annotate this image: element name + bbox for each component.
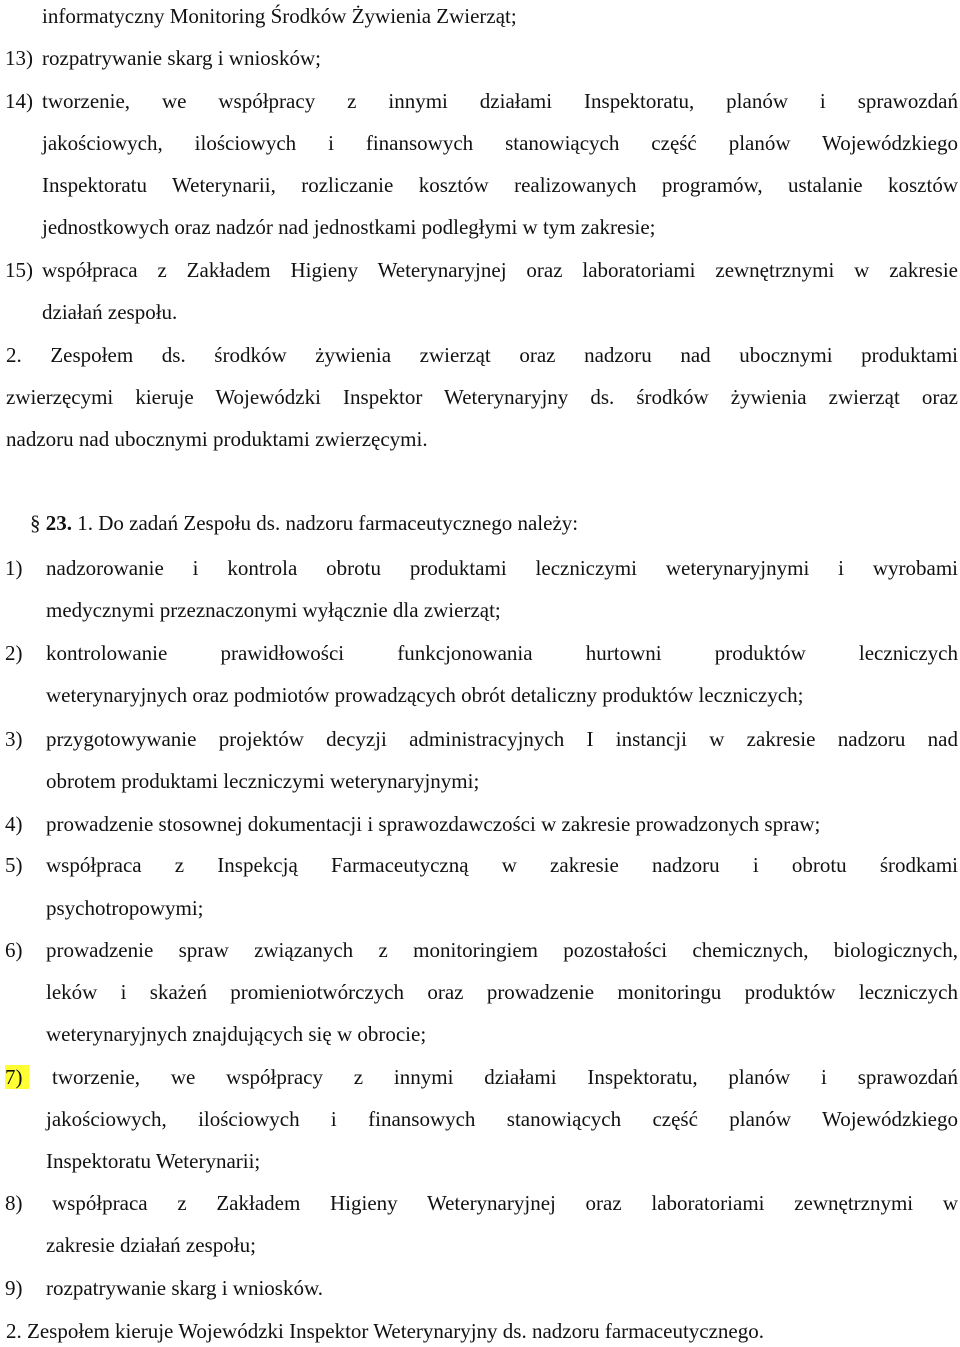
item-number: 13): [5, 46, 33, 70]
section-heading: [30, 513, 578, 534]
paragraph-line: nadzoru nad ubocznymi produktami zwierzęcymi.: [6, 427, 428, 451]
item-text: nadzorowanie i kontrola obrotu produktami leczniczymi weterynaryjnymi i wyrobami: [46, 556, 958, 580]
section-mark: §: [30, 511, 41, 535]
item-text: medycznymi przeznaczonymi wyłącznie dla zwierząt;: [46, 598, 501, 622]
item-text: obrotem produktami leczniczymi weterynaryjnymi;: [46, 769, 480, 793]
item-number: 9): [5, 1276, 23, 1300]
item-number: 15): [5, 258, 33, 282]
section-number: 23.: [45, 511, 72, 535]
item-text: tworzenie, we współpracy z innymi działami Inspektoratu, planów i sprawozdań: [42, 89, 958, 113]
item-text: rozpatrywanie skarg i wniosków.: [46, 1276, 324, 1300]
item-text: prowadzenie stosownej dokumentacji i sprawozdawczości w zakresie prowadzonych spraw;: [46, 812, 821, 836]
item-number: 14): [5, 89, 33, 113]
item-text: psychotropowymi;: [46, 896, 204, 920]
item-text: działań zespołu.: [42, 300, 178, 324]
item-number: 1): [5, 556, 23, 580]
item-number: 3): [5, 727, 23, 751]
item-text: weterynaryjnych oraz podmiotów prowadzących obrót detaliczny produktów leczniczych;: [46, 683, 804, 707]
item-text: kontrolowanie prawidłowości funkcjonowania hurtowni produktów leczniczych: [46, 641, 958, 665]
item-text: rozpatrywanie skarg i wniosków;: [42, 46, 321, 70]
item-text: Inspektoratu Weterynarii, rozliczanie kosztów realizowanych programów, ustalanie kosztów: [42, 173, 958, 197]
section-intro: 1. Do zadań Zespołu ds. nadzoru farmaceutycznego należy:: [77, 511, 579, 535]
item-number-highlighted: [5, 1067, 29, 1088]
item-text: współpraca z Zakładem Higieny Weterynaryjnej oraz laboratoriami zewnętrznymi w: [52, 1191, 958, 1215]
item-text: przygotowywanie projektów decyzji administracyjnych I instancji w zakresie nadzoru nad: [46, 727, 958, 751]
item-text: współpraca z Inspekcją Farmaceutyczną w zakresie nadzoru i obrotu środkami: [46, 853, 958, 877]
item-text: leków i skażeń promieniotwórczych oraz prowadzenie monitoringu produktów leczniczych: [46, 980, 958, 1004]
item-text: Inspektoratu Weterynarii;: [46, 1149, 261, 1173]
paragraph-line: zwierzęcymi kieruje Wojewódzki Inspektor Weterynaryjny ds. środków żywienia zwierząt oraz: [6, 385, 958, 409]
item-text: jakościowych, ilościowych i finansowych stanowiących część planów Wojewódzkiego: [42, 131, 958, 155]
item-number: 5): [5, 853, 23, 877]
item-number: 6): [5, 938, 23, 962]
item-number: 2): [5, 641, 23, 665]
item-text: prowadzenie spraw związanych z monitoringiem pozostałości chemicznych, biologicznych,: [46, 938, 958, 962]
item-text: weterynaryjnych znajdujących się w obrocie;: [46, 1022, 427, 1046]
intro-line: informatyczny Monitoring Środków Żywienia Zwierząt;: [42, 4, 517, 28]
item-text: jednostkowych oraz nadzór nad jednostkami podległymi w tym zakresie;: [42, 215, 656, 239]
highlight-mark: 7): [5, 1065, 29, 1089]
paragraph-line: 2. Zespołem ds. środków żywienia zwierząt oraz nadzoru nad ubocznymi produktami: [6, 343, 958, 367]
item-number: 4): [5, 812, 23, 836]
item-text: zakresie działań zespołu;: [46, 1233, 256, 1257]
item-text: jakościowych, ilościowych i finansowych stanowiących część planów Wojewódzkiego: [46, 1107, 958, 1131]
item-number: 8): [5, 1191, 23, 1215]
closing-paragraph: 2. Zespołem kieruje Wojewódzki Inspektor Weterynaryjny ds. nadzoru farmaceutycznego.: [6, 1319, 764, 1343]
item-text: współpraca z Zakładem Higieny Weterynaryjnej oraz laboratoriami zewnętrznymi w zakresie: [42, 258, 958, 282]
item-text: tworzenie, we współpracy z innymi działami Inspektoratu, planów i sprawozdań: [52, 1065, 958, 1089]
